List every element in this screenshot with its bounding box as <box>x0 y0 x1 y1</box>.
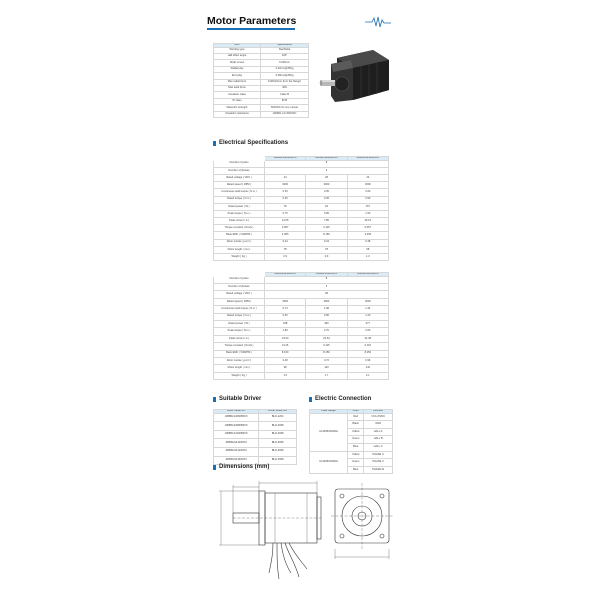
column-header: Driver Mode No. <box>259 410 297 414</box>
spec-label: Torque constant ( Nm/A ) <box>214 343 265 350</box>
spec-value: 0.24 <box>306 239 347 246</box>
spec-value: 24 <box>265 174 306 181</box>
table-row <box>214 167 389 174</box>
section-marker <box>213 465 216 470</box>
section-heading-connection <box>309 396 371 402</box>
spec-label: Rated speed ( RPM ) <box>214 182 265 189</box>
spec-label: Continuous stall torque ( N.m ) <box>214 189 265 196</box>
side-view <box>219 481 321 579</box>
motor-model: J086BLS4080B3XX <box>214 422 259 431</box>
param-name: Insulation resistance <box>214 111 261 117</box>
param-value: 120° <box>261 53 309 59</box>
spec-label: Rated voltage ( VDC ) <box>214 174 265 181</box>
wire-function: PHASE U <box>364 451 393 459</box>
spec-label: Rated torque ( N.m ) <box>214 313 265 320</box>
param-value: 0.025mm <box>261 60 309 66</box>
column-header: J086BLS4100DXX <box>265 273 306 277</box>
spec-value: 48 <box>265 291 389 298</box>
motor-parameters-table <box>213 43 309 118</box>
dimension-drawing <box>211 473 393 595</box>
spec-value: 142 <box>347 365 388 372</box>
spec-value: 8 <box>265 160 389 167</box>
spec-value: 0.24 <box>265 239 306 246</box>
section-marker <box>213 397 216 402</box>
spec-value: 1.5 <box>265 372 306 379</box>
spec-value: 0.90 <box>306 313 347 320</box>
spec-value: 0.72 <box>306 357 347 364</box>
spec-label: Rotor inertia ( g.cm² ) <box>214 239 265 246</box>
table-row <box>214 313 389 320</box>
spec-label: Peak current ( A ) <box>214 335 265 342</box>
table-row <box>214 306 389 313</box>
electric-connection-table <box>309 409 393 474</box>
spec-value: 1.50 <box>347 210 388 217</box>
table-row <box>310 451 393 459</box>
spec-value: 0.48 <box>265 357 306 364</box>
column-header: J086BLS4100B3XX <box>347 157 388 161</box>
spec-label: Rated voltage ( VDC ) <box>214 291 265 298</box>
spec-value: 0.35 <box>265 189 306 196</box>
spec-label: Back EMF ( V/KRPM ) <box>214 232 265 239</box>
spec-value: 94 <box>306 203 347 210</box>
spec-value: 0.115 <box>265 343 306 350</box>
section-title: Dimensions (mm) <box>219 464 270 470</box>
spec-label: Motor length ( mm ) <box>214 365 265 372</box>
spec-value: 26.15 <box>347 218 388 225</box>
section-heading-driver <box>213 396 261 402</box>
datasheet-page <box>205 0 395 600</box>
spec-label: Weight ( Kg ) <box>214 372 265 379</box>
spec-label: Motor length ( mm ) <box>214 246 265 253</box>
table-row <box>214 225 389 232</box>
spec-value: 8.150 <box>306 232 347 239</box>
section-heading-electrical <box>213 140 288 146</box>
electrical-specs-table-1 <box>213 156 389 261</box>
spec-value: 15.60 <box>265 335 306 342</box>
spec-value: 4.005 <box>347 232 388 239</box>
section-marker <box>213 141 216 146</box>
spec-value: 1.80 <box>265 328 306 335</box>
param-name: Max axial force <box>214 85 261 91</box>
suitable-driver-table <box>213 409 297 465</box>
spec-value: 0.9 <box>265 254 306 261</box>
table-row <box>214 447 297 456</box>
motor-model: J086BLS4100DXX <box>214 439 259 448</box>
spec-value: 120 <box>306 365 347 372</box>
spec-value: 3000 <box>306 182 347 189</box>
wire-color: Blue <box>348 466 364 474</box>
wire-function: PHASE W <box>364 466 393 474</box>
wire-color: Yellow <box>348 451 364 459</box>
table-row <box>214 276 389 283</box>
lead-gauge: UL3266/18AWG <box>310 451 348 474</box>
motor-model: J086BLS4120DXX <box>214 447 259 456</box>
spec-label: Peak torque ( N.m ) <box>214 210 265 217</box>
motor-model: J086BLS4160DXX <box>214 456 259 465</box>
table-row <box>214 372 389 379</box>
motor-image <box>317 46 391 108</box>
wire-function: HALL A <box>364 428 393 436</box>
table-row <box>214 430 297 439</box>
spec-value: 188 <box>265 320 306 327</box>
table-row <box>214 283 389 290</box>
spec-label: Rated power ( W ) <box>214 203 265 210</box>
spec-label: Continuous stall torque ( N.m ) <box>214 306 265 313</box>
spec-value: 3000 <box>265 182 306 189</box>
front-view <box>331 483 393 559</box>
spec-value: 4.005 <box>265 232 306 239</box>
spec-label: Number of phases <box>214 283 265 290</box>
spec-value: 0.75 <box>265 210 306 217</box>
spec-value: 3000 <box>306 298 347 305</box>
table-row <box>214 182 389 189</box>
spec-value: 1.7 <box>306 372 347 379</box>
spec-value: 0.60 <box>265 313 306 320</box>
spec-label: Weight ( Kg ) <box>214 254 265 261</box>
param-value: Class B <box>261 92 309 98</box>
column-header: J086BLS4160DXX <box>347 273 388 277</box>
spec-value: 282 <box>306 320 347 327</box>
spec-label: Peak torque ( N.m ) <box>214 328 265 335</box>
spec-value: 98 <box>347 246 388 253</box>
motor-model: J086BLS4060B3XX <box>214 413 259 422</box>
param-value: 40N <box>261 85 309 91</box>
spec-label: Rotor inertia ( g.cm² ) <box>214 357 265 364</box>
spec-value: 8.150 <box>265 350 306 357</box>
spec-value: 78 <box>265 246 306 253</box>
spec-value: 78 <box>306 246 347 253</box>
column-header: J086BLS4120DXX <box>306 273 347 277</box>
spec-value: 98 <box>265 365 306 372</box>
param-value: IP40 <box>261 98 309 104</box>
spec-value: 0.48 <box>347 239 388 246</box>
param-name: Max radial force <box>214 79 261 85</box>
driver-model: BLD-1204 <box>259 413 297 422</box>
spec-value: 0.057 <box>265 225 306 232</box>
column-header: Color <box>348 410 364 414</box>
param-value: 500VDC for one minute <box>261 105 309 111</box>
param-name: Hall effect angle <box>214 53 261 59</box>
table-row <box>214 343 389 350</box>
motor-model: J086BLS4100B3XX <box>214 430 259 439</box>
column-header: Item <box>214 44 261 48</box>
section-title: Electric Connection <box>315 396 372 402</box>
page-header <box>205 14 395 32</box>
table-row <box>214 174 389 181</box>
param-value: 0.02mm@450g <box>261 66 309 72</box>
spec-value: 13.05 <box>265 218 306 225</box>
column-header: Lead Gauge <box>310 410 348 414</box>
param-value: Star/Delta <box>261 47 309 53</box>
spec-value: 0.35 <box>306 189 347 196</box>
section-title: Electrical Specifications <box>219 140 289 146</box>
spec-value: 0.115 <box>306 225 347 232</box>
column-header: Specification <box>261 44 309 48</box>
spec-value: 3000 <box>265 298 306 305</box>
param-value: 100MΩ min,500VDC <box>261 111 309 117</box>
driver-model: BLD-3008 <box>259 422 297 431</box>
spec-value: 0.35 <box>306 196 347 203</box>
spec-value: 2.70 <box>306 328 347 335</box>
spec-value: 8 <box>265 276 389 283</box>
wire-function: HALL B <box>364 436 393 444</box>
section-title: Suitable Driver <box>219 396 262 402</box>
spec-value: 0.057 <box>347 225 388 232</box>
spec-value: 0.96 <box>347 357 388 364</box>
param-name: Dielectric strength <box>214 105 261 111</box>
param-value: 0.08mm@450g <box>261 73 309 79</box>
spec-label: Number of phases <box>214 167 265 174</box>
spec-value: 0.9 <box>306 254 347 261</box>
spec-value: 1.3 <box>347 254 388 261</box>
wire-color: Green <box>348 436 364 444</box>
spec-value: 3 <box>265 167 389 174</box>
table-row <box>214 232 389 239</box>
wire-function: PHASE V <box>364 459 393 467</box>
spec-label: Rated power ( W ) <box>214 320 265 327</box>
table-row <box>214 365 389 372</box>
spec-value: 1.08 <box>306 306 347 313</box>
spec-label: Back EMF ( V/KRPM ) <box>214 350 265 357</box>
table-row <box>214 254 389 261</box>
spec-value: 1.44 <box>347 306 388 313</box>
spec-value: 3000 <box>347 182 388 189</box>
table-row <box>310 413 393 421</box>
param-name: End play <box>214 73 261 79</box>
lead-gauge: UL3266/26AWG <box>310 413 348 451</box>
spec-value: 0.115 <box>347 343 388 350</box>
param-name: IP class <box>214 98 261 104</box>
spec-value: 0.115 <box>306 343 347 350</box>
driver-model: BLD-3008 <box>259 456 297 465</box>
column-header: J086BLS4080B3XX <box>306 157 347 161</box>
spec-value: 0.60 <box>347 189 388 196</box>
wire-function: VCC+5VDC <box>364 413 393 421</box>
spec-label: Number of poles <box>214 160 265 167</box>
spec-label: Rated speed ( RPM ) <box>214 298 265 305</box>
section-marker <box>309 397 312 402</box>
spec-value: 0.25 <box>265 196 306 203</box>
driver-model: BLD-3008 <box>259 439 297 448</box>
table-row <box>214 291 389 298</box>
spec-value: 1.20 <box>347 313 388 320</box>
electrical-specs-table-2 <box>213 272 389 380</box>
table-row <box>214 350 389 357</box>
table-row <box>214 413 297 422</box>
wire-color: Blue <box>348 443 364 451</box>
spec-value: 3.60 <box>347 328 388 335</box>
param-value: 110N(10mm from the flange) <box>261 79 309 85</box>
table-row <box>214 439 297 448</box>
spec-label: Number of poles <box>214 276 265 283</box>
spec-value: 0.95 <box>306 210 347 217</box>
driver-model: BLD-3008 <box>259 430 297 439</box>
spec-value: 157 <box>347 203 388 210</box>
param-name: Shaft runout <box>214 60 261 66</box>
spec-value: 3000 <box>347 298 388 305</box>
table-row <box>214 320 389 327</box>
spec-value: 23.54 <box>306 335 347 342</box>
wire-color: Yellow <box>348 428 364 436</box>
spec-label: Torque constant ( Nm/A ) <box>214 225 265 232</box>
spec-value: 3 <box>265 283 389 290</box>
table-row <box>214 210 389 217</box>
column-header: J086BLS4060B3XX <box>265 157 306 161</box>
table-row <box>214 335 389 342</box>
spec-value: 8.150 <box>306 350 347 357</box>
spec-label: Rated torque ( N.m ) <box>214 196 265 203</box>
spec-value: 7.85 <box>306 218 347 225</box>
spec-value: 31.38 <box>347 335 388 342</box>
wire-color: Red <box>348 413 364 421</box>
spec-value: 8.150 <box>347 350 388 357</box>
spec-value: 0.73 <box>265 306 306 313</box>
wire-color: Black <box>348 421 364 429</box>
table-row <box>214 422 297 431</box>
table-row <box>214 239 389 246</box>
section-heading-dimensions <box>213 464 269 470</box>
spec-value: 48 <box>306 174 347 181</box>
table-row <box>214 218 389 225</box>
wire-color: Green <box>348 459 364 467</box>
spec-value: 2.1 <box>347 372 388 379</box>
table-row <box>214 203 389 210</box>
wire-function: GND <box>364 421 393 429</box>
table-row <box>214 111 309 117</box>
param-name: Winding type <box>214 47 261 53</box>
spec-value: 24 <box>347 174 388 181</box>
spec-value: 78 <box>265 203 306 210</box>
table-row <box>214 189 389 196</box>
page-title: Motor Parameters <box>207 15 297 27</box>
table-row <box>214 328 389 335</box>
table-row <box>214 357 389 364</box>
title-underline <box>207 28 295 30</box>
wire-function: HALL C <box>364 443 393 451</box>
table-row <box>214 246 389 253</box>
param-name: Radial play <box>214 66 261 72</box>
waveform-icon <box>365 16 391 28</box>
table-row <box>214 196 389 203</box>
param-name: Insulation class <box>214 92 261 98</box>
spec-value: 377 <box>347 320 388 327</box>
spec-label: Peak current ( A ) <box>214 218 265 225</box>
table-row <box>214 298 389 305</box>
table-row <box>214 160 389 167</box>
column-header: Function <box>364 410 393 414</box>
column-header: Motor Mode No. <box>214 410 259 414</box>
spec-value: 0.50 <box>347 196 388 203</box>
driver-model: BLD-3008 <box>259 447 297 456</box>
